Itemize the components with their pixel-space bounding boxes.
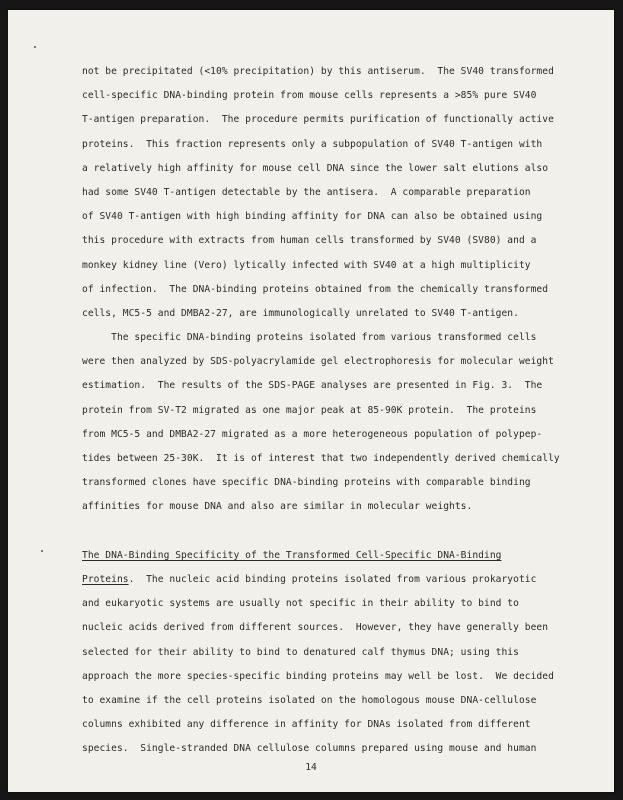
text-line: of infection. The DNA-binding proteins obtained from the chemically transformed [82, 283, 549, 295]
section-heading-line-2: Proteins [82, 573, 129, 585]
text-line: T-antigen preparation. The procedure permits purification of functionally active [82, 114, 554, 126]
text-line: selected for their ability to bind to denatured calf thymus DNA; using this [82, 646, 519, 658]
section-heading-line-1: The DNA-Binding Specificity of the Transformed Cell-Specific DNA-Binding [82, 549, 502, 561]
text-line: affinities for mouse DNA and also are similar in molecular weights. [82, 501, 473, 513]
body-text [82, 60, 580, 761]
text-line: columns exhibited any difference in affinity for DNAs isolated from different [82, 719, 531, 731]
text-line: proteins. This fraction represents only a subpopulation of SV40 T-antigen with [82, 138, 543, 150]
section-dna-binding-specificity [82, 544, 580, 762]
text-line-rest: . The nucleic acid binding proteins isolated from various prokaryotic [128, 573, 537, 585]
text-line: a relatively high affinity for mouse cell DNA since the lower salt elutions also [82, 162, 549, 174]
text-line: estimation. The results of the SDS-PAGE analyses are presented in Fig. 3. The [82, 380, 543, 392]
paragraph-2 [82, 326, 580, 520]
text-line: approach the more species-specific binding proteins may well be lost. We decided [82, 670, 554, 682]
text-line: The specific DNA-binding proteins isolated from various transformed cells [82, 332, 537, 344]
text-line: this procedure with extracts from human cells transformed by SV40 (SV80) and a [82, 235, 537, 247]
text-line: cells, MC5-5 and DMBA2-27, are immunologically unrelated to SV40 T-antigen. [82, 307, 519, 319]
text-line: were then analyzed by SDS-polyacrylamide gel electrophoresis for molecular weight [82, 356, 554, 368]
page-number: 14 [305, 762, 317, 773]
text-line: from MC5-5 and DMBA2-27 migrated as a more heterogeneous population of polypep- [82, 428, 543, 440]
paper-speck [34, 46, 36, 48]
text-line [82, 568, 580, 592]
text-line: tides between 25-30K. It is of interest that two independently derived chemically [82, 453, 560, 464]
section-heading [82, 544, 580, 568]
text-line: and eukaryotic systems are usually not specific in their ability to bind to [82, 598, 519, 610]
document-page [8, 10, 614, 792]
text-line: not be precipitated (<10% precipitation) by this antiserum. The SV40 transformed [82, 66, 554, 77]
text-line: of SV40 T-antigen with high binding affinity for DNA can also be obtained using [82, 211, 543, 223]
paper-speck [41, 550, 43, 552]
text-line: to examine if the cell proteins isolated on the homologous mouse DNA-cellulose [82, 694, 537, 706]
text-line: cell-specific DNA-binding protein from mouse cells represents a >85% pure SV40 [82, 90, 537, 102]
text-line: transformed clones have specific DNA-binding proteins with comparable binding [82, 477, 531, 489]
paragraph-1 [82, 60, 580, 326]
text-line: monkey kidney line (Vero) lytically infected with SV40 at a high multiplicity [82, 259, 531, 271]
text-line: nucleic acids derived from different sources. However, they have generally been [82, 622, 549, 634]
text-line: species. Single-stranded DNA cellulose columns prepared using mouse and human [82, 743, 537, 755]
text-line: protein from SV-T2 migrated as one major peak at 85-90K protein. The proteins [82, 404, 537, 416]
text-line: had some SV40 T-antigen detectable by the antisera. A comparable preparation [82, 186, 531, 198]
blank-line [82, 520, 580, 544]
